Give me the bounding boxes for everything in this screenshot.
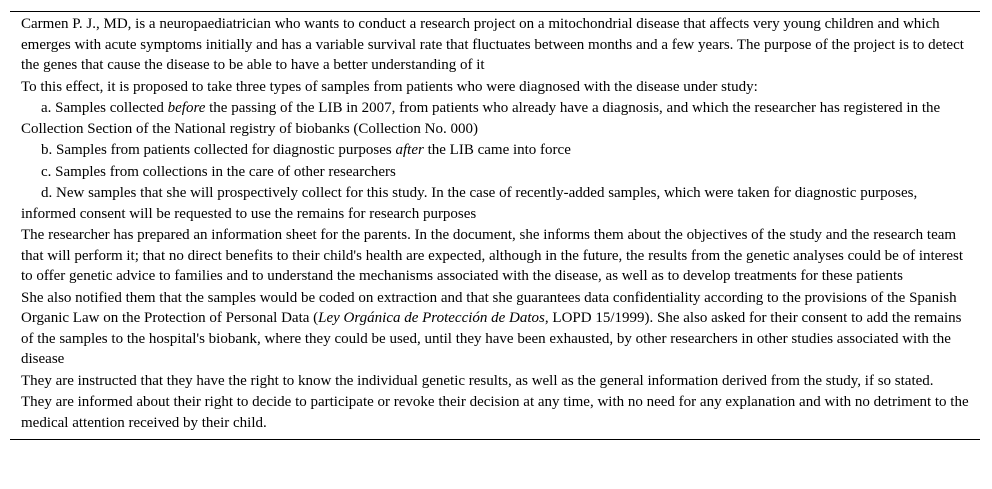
right-to-decide-paragraph: They are informed about their right to decide to participate or revoke their decision at any time, with no need for any explanation and with no detriment to the medical attention received by their child.: [21, 394, 969, 431]
sample-item-b: [10, 140, 980, 161]
proposal-paragraph: To this effect, it is proposed to take three types of samples from patients who were diagnosed with the disease under study:: [21, 78, 758, 95]
sample-item-a: [10, 98, 980, 139]
coding-paragraph: [10, 288, 980, 370]
sample-item-b-start: b. Samples from patients collected for diagnostic purposes: [41, 142, 396, 158]
coding-end: , LOPD 15/1999). She also asked for their consent to add the remains of the samples to the hospital's biobank, where they could be used, until they have been exhausted, by other researchers in other studies associated with the disease: [21, 310, 962, 367]
coding-start: She also notified them that the samples would be coded on extraction and that she guarantees data confidentiality according to the provisions of the Spanish Organic Law on the Protection of Personal Data (: [21, 289, 957, 326]
info-sheet-paragraph: The researcher has prepared an information sheet for the parents. In the document, she informs them about the objectives of the study and the research team that will perform it; that no direct benefits to their child's health are expected, although in the future, the results from the genetic analyses could be of interest to offer genetic advice to families and to understand the mechanisms associated with the disease, as well as to develop treatments for these patients: [21, 227, 963, 284]
sample-item-a-emphasis: before: [167, 100, 206, 116]
intro-paragraph: Carmen P. J., MD, is a neuropaediatrician who wants to conduct a research project on a mitochondrial disease that affects very young children and which emerges with acute symptoms initially and has a variable survival rate that fluctuates between months and a few years. The purpose of the project is to detect the genes that cause the disease to be able to have a better understanding of it: [21, 16, 964, 73]
sample-item-a-end: the passing of the LIB in 2007, from patients who already have a diagnosis, and which the researcher has registered in the Collection Section of the National registry of biobanks (Collection No. 000): [21, 100, 941, 137]
sample-item-b-end: the LIB came into force: [423, 142, 571, 158]
sample-item-c: c. Samples from collections in the care of other researchers: [41, 163, 396, 180]
case-description-table: [10, 11, 980, 440]
sample-item-b-emphasis: after: [395, 142, 424, 158]
sample-item-a-start: a. Samples collected: [41, 100, 168, 116]
sample-item-d: d. New samples that she will prospectively collect for this study. In the case of recently-added samples, which were taken for diagnostic purposes, informed consent will be requested to use the remains for research purposes: [21, 185, 918, 222]
coding-law-name: Ley Orgánica de Protección de Datos: [318, 310, 545, 326]
right-to-know-paragraph: They are instructed that they have the right to know the individual genetic results, as well as the general information derived from the study, if so stated.: [21, 372, 934, 389]
